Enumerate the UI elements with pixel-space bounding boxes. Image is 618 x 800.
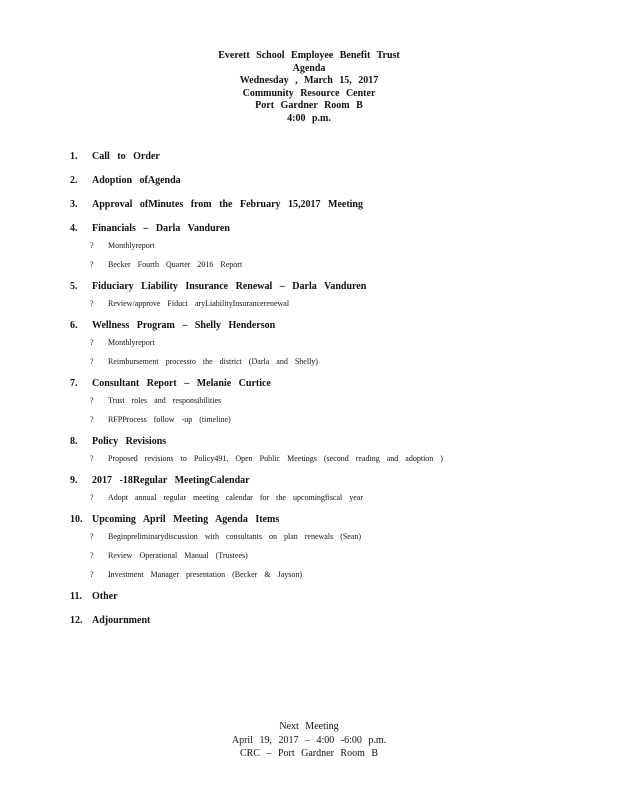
agenda-item [70, 513, 590, 580]
agenda-subitem-text: Monthlyreport [108, 338, 155, 347]
agenda-subitem-text: Adopt annual regular meeting calendar for the upcomingfiscal year [108, 493, 364, 502]
agenda-item-heading [70, 198, 590, 212]
agenda-item-heading [70, 319, 590, 333]
agenda-item-number: 10. [70, 514, 83, 525]
agenda-subitem-text: Trust roles and responsibilities [108, 396, 222, 405]
agenda-item-number: 11. [70, 591, 82, 602]
agenda-subitem [70, 550, 590, 561]
agenda-item-number: 8. [70, 436, 78, 447]
agenda-subitems [70, 453, 590, 464]
agenda-subitem-text: RFPProcess follow -up (timeline) [108, 415, 231, 424]
agenda-item-heading [70, 174, 590, 188]
agenda-item-title: Adoption ofAgenda [92, 175, 181, 186]
agenda-item-title: Adjournment [92, 615, 151, 626]
agenda-item [70, 614, 590, 628]
agenda-item [70, 280, 590, 309]
agenda-item-heading [70, 280, 590, 294]
agenda-item [70, 435, 590, 464]
bullet-marker: ? [90, 299, 94, 308]
agenda-subitem [70, 395, 590, 406]
bullet-marker: ? [90, 241, 94, 250]
agenda-item-heading [70, 474, 590, 488]
next-meeting-block [0, 720, 618, 761]
bullet-marker: ? [90, 532, 94, 541]
bullet-marker: ? [90, 396, 94, 405]
agenda-item-title: Consultant Report – Melanie Curtice [92, 378, 271, 389]
agenda-item-number: 7. [70, 378, 78, 389]
agenda-item-number: 4. [70, 223, 78, 234]
agenda-item-title: Other [92, 591, 118, 602]
agenda-subitem-text: Beginpreliminarydiscussion with consultants on plan renewals (Sean) [108, 532, 362, 541]
agenda-item-number: 12. [70, 615, 83, 626]
agenda-subitems [70, 240, 590, 270]
agenda-item-number: 5. [70, 281, 78, 292]
agenda-subitem-text: Review Operational Manual (Trustees) [108, 551, 248, 560]
agenda-subitem [70, 569, 590, 580]
document-title: Agenda [292, 62, 326, 74]
next-meeting-heading: Next Meeting [279, 721, 339, 732]
agenda-subitems [70, 531, 590, 580]
agenda-subitems [70, 492, 590, 503]
agenda-item [70, 198, 590, 212]
agenda-item-title: Fiduciary Liability Insurance Renewal – Darla Vanduren [92, 281, 367, 292]
agenda-item-heading [70, 222, 590, 236]
agenda-subitems [70, 337, 590, 367]
bullet-marker: ? [90, 551, 94, 560]
agenda-header [0, 50, 618, 125]
agenda-subitem [70, 337, 590, 348]
agenda-item-heading [70, 513, 590, 527]
agenda-item-title: Approval ofMinutes from the February 15,2017 Meeting [92, 199, 363, 210]
agenda-subitem [70, 453, 590, 464]
agenda-subitems [70, 395, 590, 425]
agenda-item-title: 2017 -18Regular MeetingCalendar [92, 475, 250, 486]
agenda-item [70, 590, 590, 604]
agenda-item-title: Call to Order [92, 151, 160, 162]
agenda-item-number: 6. [70, 320, 78, 331]
agenda-item-heading [70, 590, 590, 604]
meeting-room: Port Gardner Room B [255, 100, 363, 111]
agenda-subitem-text: Proposed revisions to Policy491, Open Public Meetings (second reading and adoption ) [108, 454, 443, 463]
agenda-item-title: Wellness Program – Shelly Henderson [92, 320, 276, 331]
bullet-marker: ? [90, 493, 94, 502]
bullet-marker: ? [90, 454, 94, 463]
agenda-item-heading [70, 614, 590, 628]
meeting-time: 4:00 p.m. [287, 112, 331, 124]
bullet-marker: ? [90, 357, 94, 366]
agenda-item [70, 174, 590, 188]
agenda-subitem [70, 531, 590, 542]
bullet-marker: ? [90, 415, 94, 424]
agenda-subitem-text: Review/approve Fiduci aryLiabilityInsurancerenewal [108, 299, 290, 308]
agenda-item-heading [70, 150, 590, 164]
agenda-subitems [70, 298, 590, 309]
agenda-item [70, 150, 590, 164]
bullet-marker: ? [90, 260, 94, 269]
meeting-venue: Community Resource Center [242, 87, 376, 99]
agenda-subitem-text: Becker Fourth Quarter 2016 Report [108, 260, 243, 269]
agenda-subitem [70, 414, 590, 425]
agenda-subitem-text: Investment Manager presentation (Becker & Jayson) [108, 570, 303, 579]
agenda-item [70, 222, 590, 270]
agenda-item-number: 1. [70, 151, 78, 162]
agenda-item [70, 474, 590, 503]
agenda-item-number: 9. [70, 475, 78, 486]
agenda-item [70, 377, 590, 425]
agenda-subitem [70, 298, 590, 309]
agenda-item-heading [70, 435, 590, 449]
next-meeting-location: CRC – Port Gardner Room B [239, 748, 379, 759]
agenda-items [70, 150, 590, 638]
agenda-subitem-text: Reimbursement processto the district (Darla and Shelly) [108, 357, 318, 366]
next-meeting-datetime: April 19, 2017 – 4:00 -6:00 p.m. [231, 734, 387, 746]
agenda-item-number: 2. [70, 175, 78, 186]
meeting-date: Wednesday , March 15, 2017 [239, 75, 379, 86]
agenda-subitem [70, 356, 590, 367]
bullet-marker: ? [90, 570, 94, 579]
agenda-subitem-text: Monthlyreport [108, 241, 155, 250]
bullet-marker: ? [90, 338, 94, 347]
agenda-item-title: Upcoming April Meeting Agenda Items [92, 514, 280, 525]
agenda-subitem [70, 240, 590, 251]
agenda-item-heading [70, 377, 590, 391]
agenda-item-title: Financials – Darla Vanduren [92, 223, 230, 234]
organization-name: Everett School Employee Benefit Trust [218, 50, 400, 61]
agenda-subitem [70, 259, 590, 270]
agenda-subitem [70, 492, 590, 503]
agenda-item-number: 3. [70, 199, 78, 210]
agenda-item-title: Policy Revisions [92, 436, 167, 447]
agenda-item [70, 319, 590, 367]
